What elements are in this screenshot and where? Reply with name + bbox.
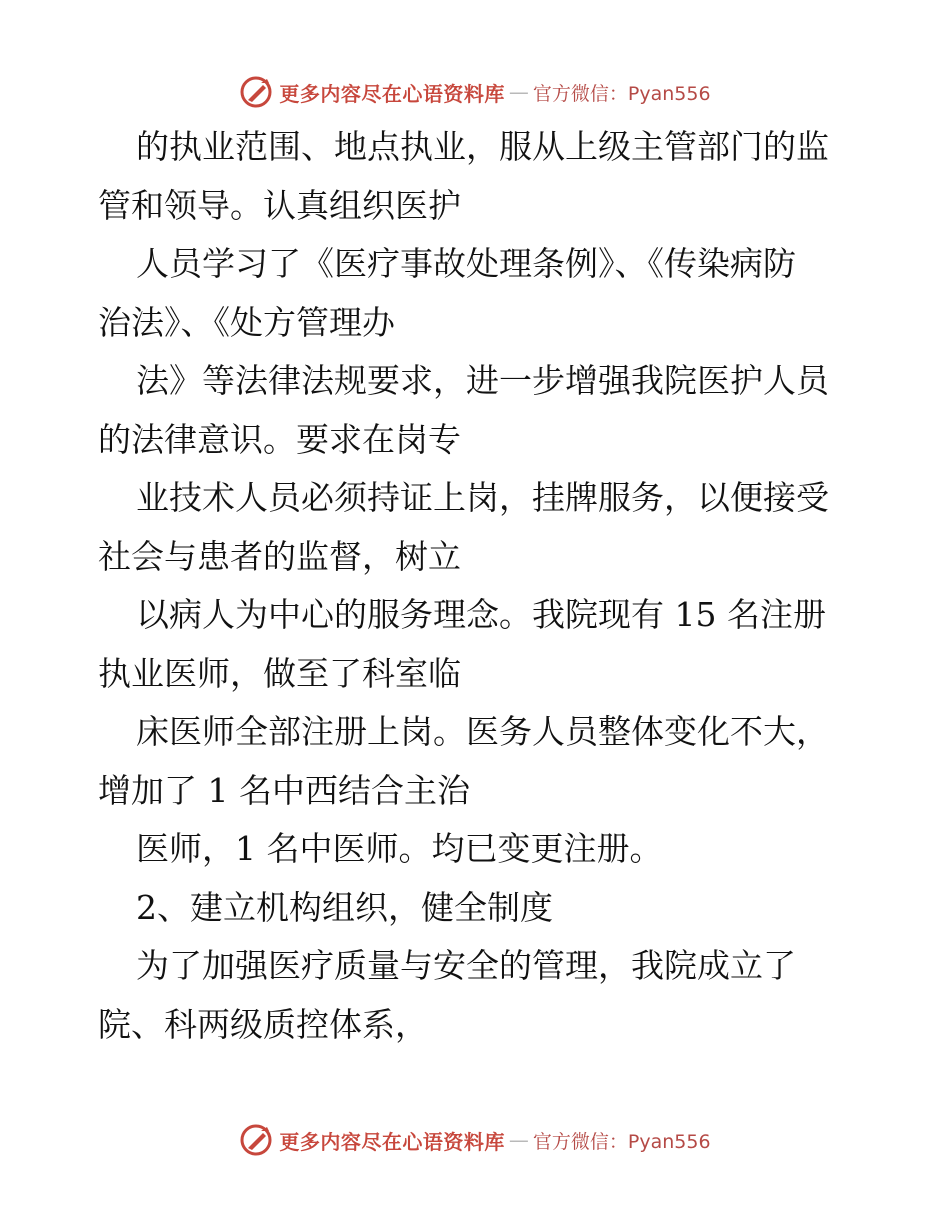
header-brand-text: 更多内容尽在心语资料库 <box>279 81 505 106</box>
paragraph-line: 的执业范围、地点执业，服从上级主管部门的监 <box>136 127 829 166</box>
feather-logo-icon <box>239 1123 273 1157</box>
header-watermark <box>0 72 950 112</box>
paragraph-line: 增加了 1 名中西结合主治 <box>98 770 470 810</box>
paragraph-line: 以病人为中心的服务理念。我院现有 15 名注册 <box>136 595 826 634</box>
paragraph-line: 执业医师，做至了科室临 <box>98 653 461 693</box>
paragraph-line: 院、科两级质控体系， <box>98 1004 428 1044</box>
footer-brand-text: 更多内容尽在心语资料库 <box>279 1129 505 1154</box>
paragraph <box>98 235 858 352</box>
paragraph <box>98 820 858 879</box>
paragraph-line: 医师，1 名中医师。均已变更注册。 <box>136 829 663 868</box>
feather-logo-icon <box>239 75 273 109</box>
paragraph-line: 为了加强医疗质量与安全的管理，我院成立了 <box>136 946 796 985</box>
document-body <box>98 118 858 1054</box>
paragraph <box>98 703 858 820</box>
footer-dash: — <box>508 1128 529 1152</box>
paragraph <box>98 118 858 235</box>
paragraph <box>98 352 858 469</box>
paragraph <box>98 469 858 586</box>
paragraph-line: 管和领导。认真组织医护 <box>98 185 461 225</box>
paragraph-line: 法》等法律法规要求，进一步增强我院医护人员 <box>136 361 829 400</box>
paragraph-line: 治法》、《处方管理办 <box>98 302 395 342</box>
header-dash: — <box>508 80 529 104</box>
header-wechat-text: 官方微信：Pyan556 <box>532 82 711 105</box>
paragraph-line: 的法律意识。要求在岗专 <box>98 419 461 459</box>
paragraph <box>98 586 858 703</box>
paragraph-line: 床医师全部注册上岗。医务人员整体变化不大， <box>136 712 829 751</box>
section-heading <box>98 879 858 938</box>
paragraph-line: 业技术人员必须持证上岗，挂牌服务，以便接受 <box>136 478 829 517</box>
paragraph-line: 社会与患者的监督，树立 <box>98 536 461 576</box>
paragraph <box>98 937 858 1054</box>
footer-wechat-text: 官方微信：Pyan556 <box>532 1130 711 1153</box>
paragraph-line: 2、建立机构组织，健全制度 <box>136 887 553 927</box>
paragraph-line: 人员学习了《医疗事故处理条例》、《传染病防 <box>136 244 796 283</box>
footer-watermark <box>0 1120 950 1160</box>
